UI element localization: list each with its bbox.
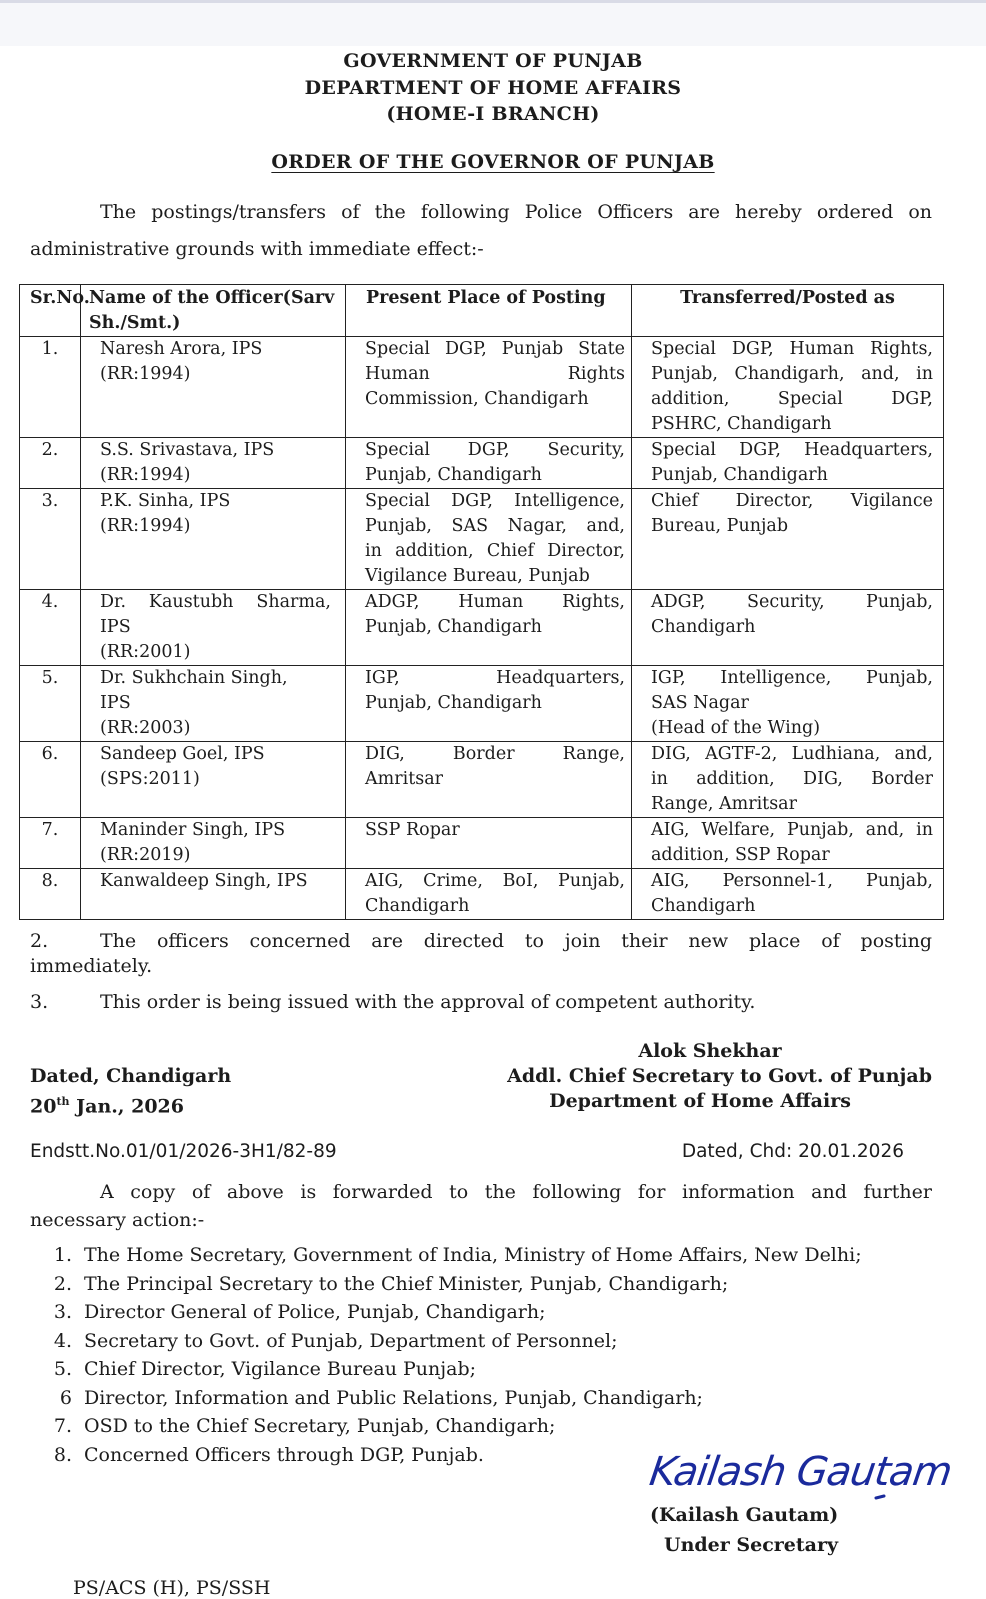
table-row xyxy=(20,590,944,666)
under-secretary-name: (Kailash Gautam) xyxy=(650,1504,839,1526)
sr-cell: 3. xyxy=(20,489,81,590)
name-cell: S.S. Srivastava, IPS (RR:1994) xyxy=(81,438,346,489)
name-cell: Dr. Kaustubh Sharma, IPS (RR:2001) xyxy=(81,590,346,666)
table-header-row xyxy=(20,285,944,337)
point-2-line-1: The officers concerned are directed to join their new place of posting xyxy=(100,930,932,952)
present-cell: IGP, Headquarters, Punjab, Chandigarh xyxy=(346,666,632,742)
signature-dash-icon xyxy=(872,1484,888,1504)
table-row xyxy=(20,818,944,869)
govt-heading: GOVERNMENT OF PUNJAB xyxy=(343,50,643,72)
department-heading: DEPARTMENT OF HOME AFFAIRS xyxy=(304,77,682,99)
col-present-posting: Present Place of Posting xyxy=(346,285,632,337)
sr-cell: 6. xyxy=(20,742,81,818)
sr-cell: 4. xyxy=(20,590,81,666)
order-title: ORDER OF THE GOVERNOR OF PUNJAB xyxy=(271,151,715,173)
transferred-cell: Special DGP, Headquarters, Punjab, Chandigarh xyxy=(632,438,944,489)
branch-heading: (HOME-I BRANCH) xyxy=(386,103,600,125)
col-transferred: Transferred/Posted as xyxy=(632,285,944,337)
list-item: 7. OSD to the Chief Secretary, Punjab, Chandigarh; xyxy=(53,1415,556,1437)
col-sr-no: Sr.No. xyxy=(20,285,81,337)
endorsement-number: Endstt.No.01/01/2026-3H1/82-89 xyxy=(30,1141,337,1162)
transfers-table xyxy=(19,284,944,920)
dated-date: 20th Jan., 2026 xyxy=(30,1095,185,1118)
name-cell: Naresh Arora, IPS (RR:1994) xyxy=(81,337,346,438)
present-cell: ADGP, Human Rights, Punjab, Chandigarh xyxy=(346,590,632,666)
endorsement-date: Dated, Chd: 20.01.2026 xyxy=(681,1141,904,1162)
point-3-number: 3. xyxy=(30,991,49,1013)
transferred-cell: Special DGP, Human Rights, Punjab, Chandigarh, and, in addition, Special DGP, PSHRC, Chandigarh xyxy=(632,337,944,438)
transferred-cell: Chief Director, Vigilance Bureau, Punjab xyxy=(632,489,944,590)
endorsement-intro xyxy=(30,1178,932,1234)
present-cell: AIG, Crime, BoI, Punjab, Chandigarh xyxy=(346,869,632,920)
intro-line-2: administrative grounds with immediate effect:- xyxy=(30,238,484,260)
table-row xyxy=(20,489,944,590)
list-item: 1. The Home Secretary, Government of India, Ministry of Home Affairs, New Delhi; xyxy=(53,1244,862,1266)
table-row xyxy=(20,438,944,489)
sr-cell: 1. xyxy=(20,337,81,438)
table-row xyxy=(20,742,944,818)
name-cell: Kanwaldeep Singh, IPS xyxy=(81,869,346,920)
endorsement-intro-line-1: A copy of above is forwarded to the following for information and further xyxy=(100,1181,932,1203)
sr-cell: 2. xyxy=(20,438,81,489)
name-cell: Sandeep Goel, IPS (SPS:2011) xyxy=(81,742,346,818)
transferred-cell: AIG, Personnel-1, Punjab, Chandigarh xyxy=(632,869,944,920)
name-cell: P.K. Sinha, IPS (RR:1994) xyxy=(81,489,346,590)
present-cell: Special DGP, Intelligence, Punjab, SAS Nagar, and, in addition, Chief Director, Vigilance Bureau, Punjab xyxy=(346,489,632,590)
intro-line-1: The postings/transfers of the following Police Officers are hereby ordered on xyxy=(100,201,932,223)
signatory-department: Department of Home Affairs xyxy=(549,1090,851,1112)
signatory-name: Alok Shekhar xyxy=(638,1040,782,1062)
sr-cell: 5. xyxy=(20,666,81,742)
table-row xyxy=(20,337,944,438)
present-cell: DIG, Border Range, Amritsar xyxy=(346,742,632,818)
transferred-cell: ADGP, Security, Punjab, Chandigarh xyxy=(632,590,944,666)
list-item: 4. Secretary to Govt. of Punjab, Department of Personnel; xyxy=(53,1329,618,1352)
transferred-cell: AIG, Welfare, Punjab, and, in addition, SSP Ropar xyxy=(632,818,944,869)
list-item: 2. The Principal Secretary to the Chief Minister, Punjab, Chandigarh; xyxy=(53,1272,729,1295)
name-cell: Dr. Sukhchain Singh, IPS (RR:2003) xyxy=(81,666,346,742)
table-row xyxy=(20,869,944,920)
present-cell: SSP Ropar xyxy=(346,818,632,869)
name-cell: Maninder Singh, IPS (RR:2019) xyxy=(81,818,346,869)
signatory-designation: Addl. Chief Secretary to Govt. of Punjab xyxy=(507,1065,932,1087)
list-item: 3. Director General of Police, Punjab, Chandigarh; xyxy=(53,1301,546,1323)
table-row xyxy=(20,666,944,742)
point-3-text: This order is being issued with the approval of competent authority. xyxy=(100,991,756,1013)
under-secretary-designation: Under Secretary xyxy=(664,1534,838,1556)
list-item: 8. Concerned Officers through DGP, Punjab. xyxy=(53,1443,484,1466)
sr-cell: 7. xyxy=(20,818,81,869)
list-item: 6 Director, Information and Public Relations, Punjab, Chandigarh; xyxy=(59,1386,703,1409)
present-cell: Special DGP, Punjab State Human Rights Commission, Chandigarh xyxy=(346,337,632,438)
top-band xyxy=(0,0,986,46)
present-cell: Special DGP, Security, Punjab, Chandigarh xyxy=(346,438,632,489)
transferred-cell: DIG, AGTF-2, Ludhiana, and, in addition, DIG, Border Range, Amritsar xyxy=(632,742,944,818)
dated-place: Dated, Chandigarh xyxy=(30,1065,232,1087)
col-officer-name: Name of the Officer(Sarv Sh./Smt.) xyxy=(81,285,346,337)
point-2-number: 2. xyxy=(30,930,49,952)
endorsement-intro-line-2: necessary action:- xyxy=(30,1209,205,1231)
transferred-cell: IGP, Intelligence, Punjab, SAS Nagar (Head of the Wing) xyxy=(632,666,944,742)
intro-paragraph xyxy=(30,194,932,268)
recipients-list xyxy=(30,1241,940,1469)
sr-cell: 8. xyxy=(20,869,81,920)
point-2-line-2: immediately. xyxy=(30,955,153,977)
handwritten-signature: Kailash Gautam xyxy=(646,1449,955,1495)
footer-cut-text: PS/ACS (H), PS/SSH xyxy=(73,1577,271,1599)
list-item: 5. Chief Director, Vigilance Bureau Punjab; xyxy=(53,1358,477,1380)
